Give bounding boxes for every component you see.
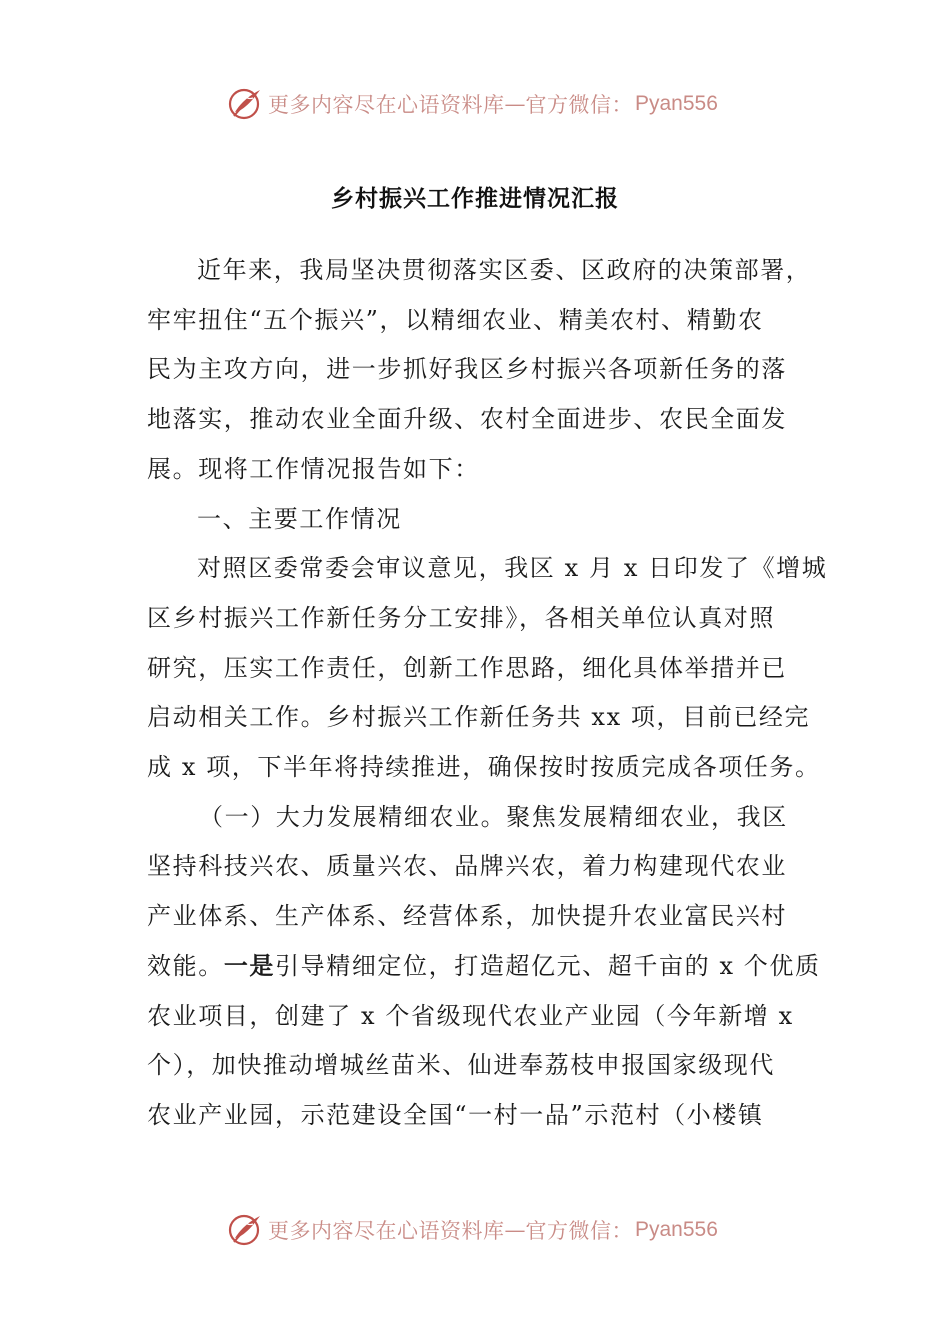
bold-text-run: 一是 — [223, 951, 276, 980]
text-line: 农业项目，创建了 x 个省级现代农业产业园（今年新增 x — [147, 1001, 794, 1030]
text-line: 区乡村振兴工作新任务分工安排》，各相关单位认真对照 — [147, 603, 775, 632]
text-line: 牢牢扭住“五个振兴”，以精细农业、精美农村、精勤农 — [147, 305, 764, 334]
quill-logo-icon — [226, 84, 266, 124]
paragraph-overview — [147, 544, 828, 793]
text-line: 启动相关工作。乡村振兴工作新任务共 xx 项，目前已经完 — [147, 703, 811, 732]
document-title: 乡村振兴工作推进情况汇报 — [331, 186, 619, 212]
text-line: 对照区委常委会审议意见，我区 x 月 x 日印发了《增城 — [197, 554, 828, 583]
text-line: 农业产业园，示范建设全国“一村一品”示范村（小楼镇 — [147, 1100, 764, 1129]
watermark-label: 官方微信： — [525, 1219, 633, 1243]
paragraph-fine-agriculture — [147, 793, 821, 1141]
section-heading — [147, 495, 807, 545]
text-run: 引导精细定位，打造超亿元、超千亩的 x 个优质 — [275, 951, 821, 980]
watermark-separator: — — [504, 1218, 526, 1242]
text-line: 展。现将工作情况报告如下： — [147, 454, 480, 483]
text-line: 成 x 项，下半年将持续推进，确保按时按质完成各项任务。 — [147, 753, 821, 782]
text-line — [147, 942, 821, 992]
text-line: 近年来，我局坚决贯彻落实区委、区政府的决策部署， — [197, 256, 812, 284]
text-line: 个），加快推动增城丝苗米、仙进奉荔枝申报国家级现代 — [147, 1051, 775, 1080]
text-line: 产业体系、生产体系、经营体系，加快提升农业富民兴村 — [147, 902, 787, 931]
text-run: 效能。 — [147, 951, 224, 980]
text-line: 地落实，推动农业全面升级、农村全面进步、农民全面发 — [147, 405, 787, 434]
text-line: 一、主要工作情况 — [197, 504, 402, 533]
watermark-header — [226, 82, 718, 126]
quill-logo-icon — [226, 1210, 266, 1250]
watermark-wechat-id: Pyan556 — [635, 1218, 718, 1241]
text-line: 坚持科技兴农、质量兴农、品牌兴农，着力构建现代农业 — [147, 852, 787, 881]
watermark-text: 更多内容尽在心语资料库 — [268, 93, 505, 117]
watermark-footer — [226, 1208, 718, 1252]
text-line: （一）大力发展精细农业。聚焦发展精细农业，我区 — [199, 802, 788, 831]
watermark-text: 更多内容尽在心语资料库 — [268, 1219, 505, 1243]
watermark-label: 官方微信： — [525, 93, 633, 117]
watermark-separator: — — [504, 92, 526, 116]
document-body — [147, 246, 828, 1141]
text-line: 研究，压实工作责任，创新工作思路，细化具体举措并已 — [147, 653, 787, 682]
paragraph-intro — [147, 246, 812, 495]
watermark-wechat-id: Pyan556 — [635, 92, 718, 115]
text-line: 民为主攻方向，进一步抓好我区乡村振兴各项新任务的落 — [147, 355, 787, 384]
